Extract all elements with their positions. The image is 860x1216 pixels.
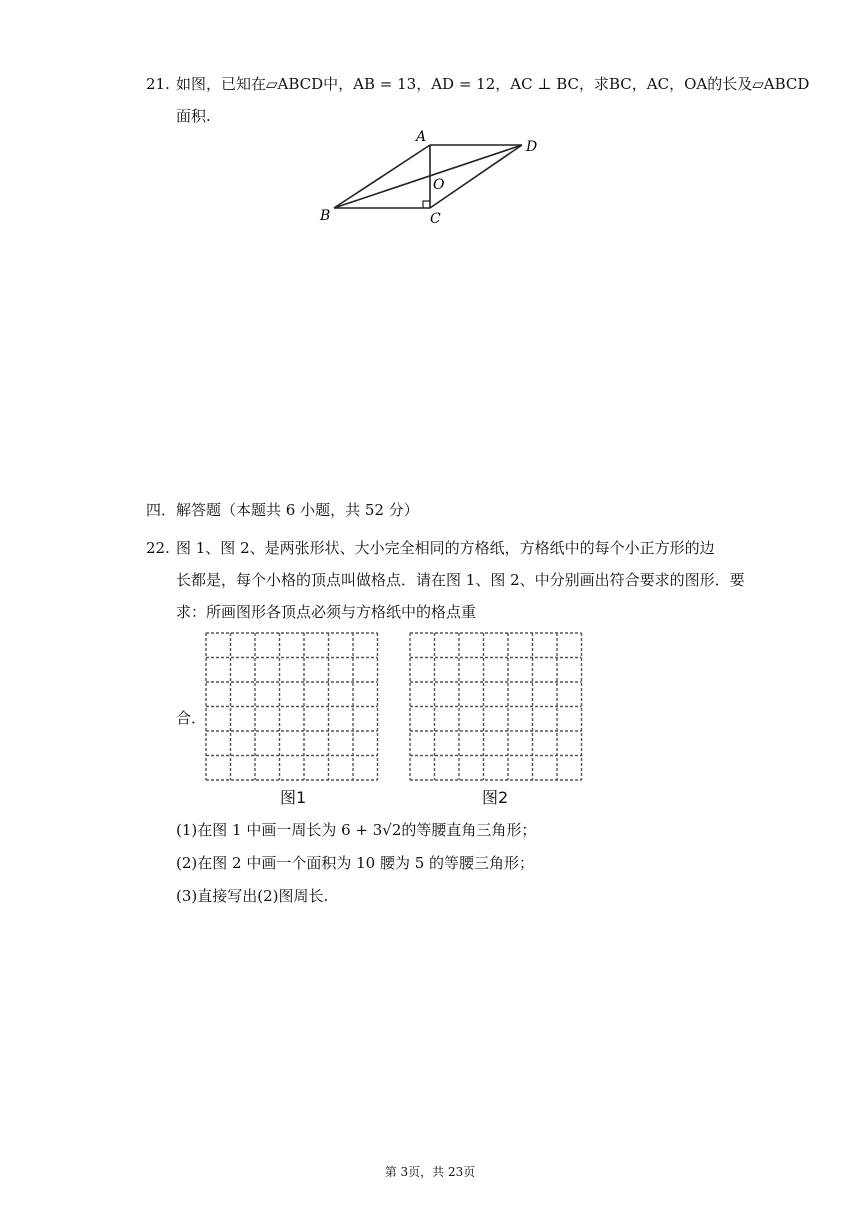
figure-2-caption: 图2 bbox=[482, 788, 509, 807]
parallelogram-figure bbox=[310, 126, 560, 230]
label-a: A bbox=[416, 129, 427, 145]
label-d: D bbox=[526, 139, 538, 155]
section-4-title: 四．解答题（本题共 6 小题，共 52 分） bbox=[146, 501, 419, 519]
grid-figure-1 bbox=[204, 631, 380, 783]
question-22-number: 22. bbox=[146, 539, 170, 557]
diagonal-bd bbox=[334, 145, 522, 208]
question-22-text-line2: 长都是，每个小格的顶点叫做格点．请在图 1、图 2、中分别画出符合要求的图形．要 bbox=[176, 571, 745, 589]
question-22-part-2: (2)在图 2 中画一个面积为 10 腰为 5 的等腰三角形； bbox=[176, 854, 535, 872]
question-22-text-line1: 图 1、图 2、是两张形状、大小完全相同的方格纸，方格纸中的每个小正方形的边 bbox=[176, 539, 715, 557]
right-angle-mark bbox=[423, 201, 430, 208]
label-c: C bbox=[430, 211, 441, 227]
question-22-part-1: (1)在图 1 中画一周长为 6 + 3√2的等腰直角三角形； bbox=[176, 821, 537, 839]
question-22-text-line3: 求：所画图形各顶点必须与方格纸中的格点重 bbox=[176, 603, 477, 621]
question-22-text-line4: 合． bbox=[176, 709, 207, 727]
grid-figure-2 bbox=[408, 631, 584, 783]
question-22-part-3: (3)直接写出(2)图周长. bbox=[176, 887, 329, 905]
question-21-number: 21. bbox=[146, 75, 170, 93]
side-ab bbox=[334, 145, 430, 208]
label-o: O bbox=[433, 177, 445, 193]
label-b: B bbox=[320, 208, 331, 224]
figure-1-caption: 图1 bbox=[280, 788, 307, 807]
page-footer: 第 3页，共 23页 bbox=[384, 1165, 476, 1179]
question-21-text-line2: 面积. bbox=[176, 107, 211, 125]
question-21-text-line1: 如图，已知在▱ABCD中，AB = 13，AD = 12，AC ⊥ BC，求BC，AC，OA的长及▱ABCD bbox=[176, 75, 810, 93]
